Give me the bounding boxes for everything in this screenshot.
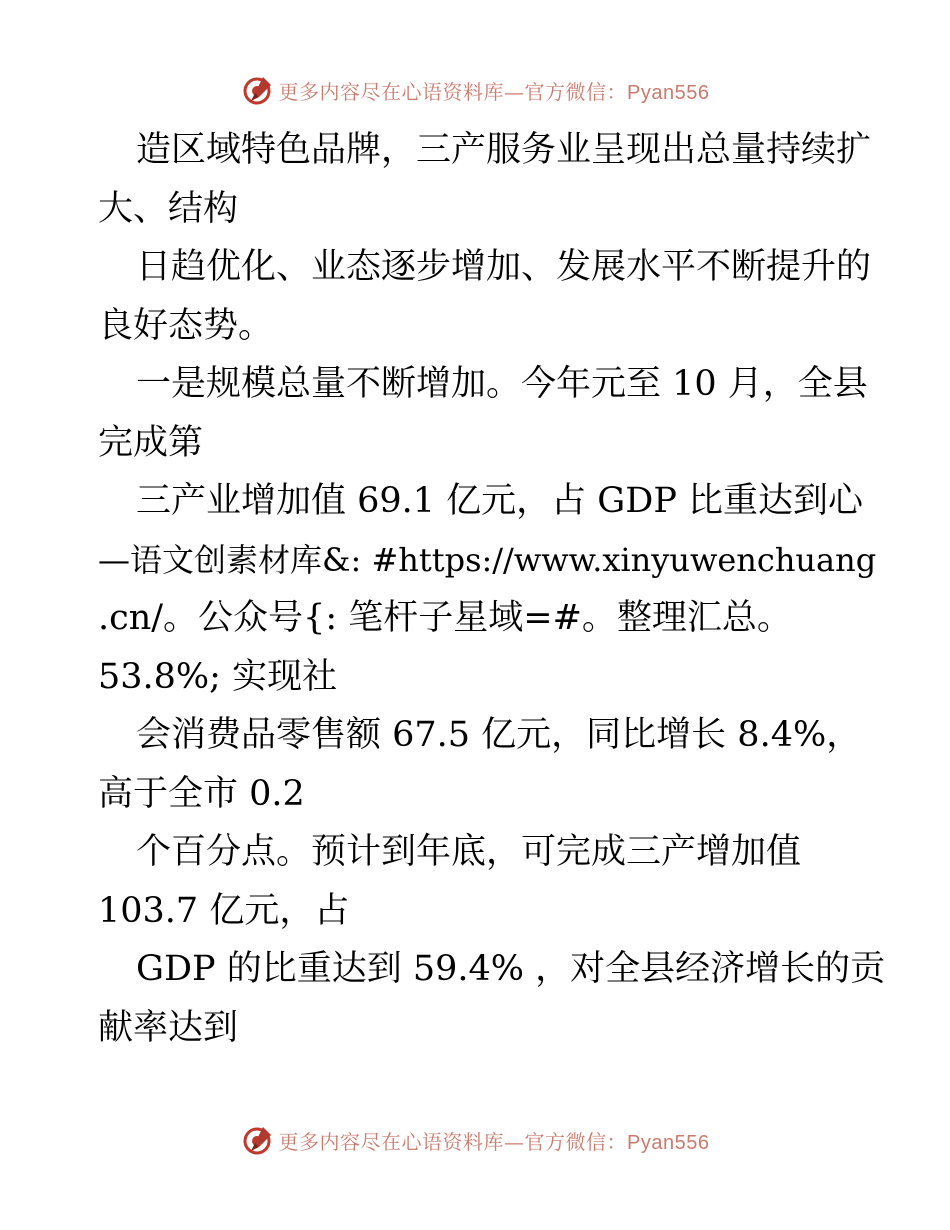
text-line: 一是规模总量不断增加。今年元至 10 月，全县: [136, 364, 868, 404]
watermark-text: 更多内容尽在心语资料库—官方微信：Pyan556: [278, 1129, 710, 1154]
text-line: 个百分点。预计到年底，可完成三产增加值: [136, 832, 802, 872]
text-line: 大、结构: [98, 188, 239, 229]
logo-icon: [241, 1123, 275, 1157]
text-line: 53.8%; 实现社: [98, 656, 338, 697]
footer-watermark: [0, 1120, 950, 1160]
text-line: —语文创素材库&: #https://www.xinyuwenchuang: [98, 540, 877, 579]
text-line: 造区域特色品牌，三产服务业呈现出总量持续扩: [136, 130, 872, 170]
text-line: 会消费品零售额 67.5 亿元，同比增长 8.4%，: [136, 715, 862, 755]
document-body: [98, 121, 886, 1057]
text-line: 完成第: [98, 422, 204, 463]
logo-icon: [241, 73, 275, 107]
text-line: GDP 的比重达到 59.4% ，对全县经济增长的贡: [136, 949, 886, 989]
text-line: 日趋优化、业态逐步增加、发展水平不断提升的: [136, 247, 872, 287]
text-line: 良好态势。: [98, 305, 274, 346]
watermark-text: 更多内容尽在心语资料库—官方微信：Pyan556: [278, 79, 710, 104]
text-line: 103.7 亿元，占: [98, 890, 350, 931]
header-watermark: [0, 70, 950, 110]
text-line: 献率达到: [98, 1007, 239, 1048]
text-line: 高于全市 0.2: [98, 773, 305, 814]
text-line: .cn/。公众号{: 笔杆子星域=#。整理汇总。: [98, 598, 792, 638]
text-line: 三产业增加值 69.1 亿元，占 GDP 比重达到心: [136, 481, 864, 521]
